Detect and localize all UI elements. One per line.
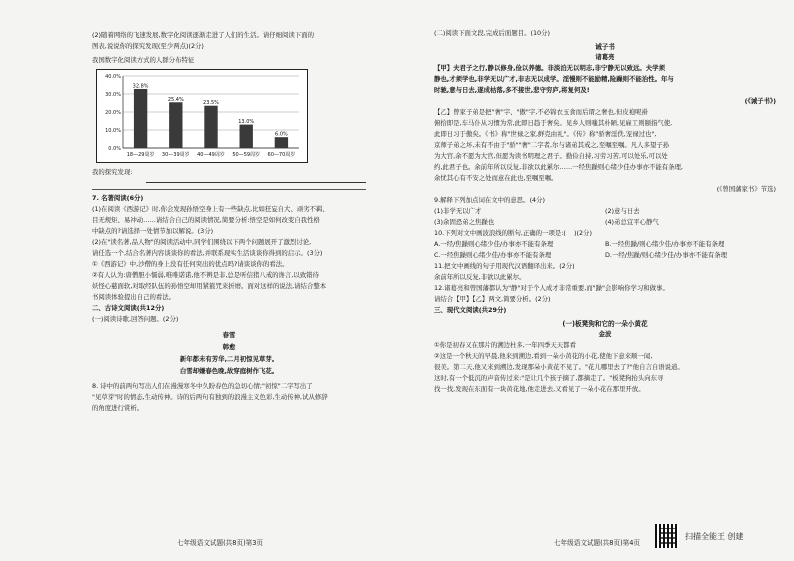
q12-line: 12.诸葛亮和曾国藩都认为"静"对于个人成才非常重要,而"躁"会影响你学习和做事。 [434,284,669,292]
section2-sub: (一)阅读诗歌,回答问题。(2分) [92,315,179,323]
q7-2-line: ②有人认为:唐僧胆小懦弱,唯唯诺诺,他不辨是非,总是听信猪八戒的谗言,以致错待 [92,271,319,279]
yi-source: (《曾国藩家书》节选) [716,185,776,193]
poem-line: 新年都未有芳华,二月初惊见草芽。 [179,355,279,363]
q10-title: 10.下列对文中画波浪线的断句,正确的一项是:( )(2分) [434,229,592,237]
bar [204,106,217,148]
q10-option-c: C.一经焦躁则心绪少佳/办事亦不能有条理 [434,251,552,259]
yi-line: 余忧其心有不安之处而意在此也,至嘱至嘱。 [434,174,558,182]
q7-2-line: 书阅读体验提出自己的看法。 [92,293,176,301]
bar [134,89,147,148]
right-page [400,0,794,561]
q9-title: 9.解释下列加点词在文中的意思。(4分) [434,196,546,204]
y-tick-label: 30.0% [105,92,121,98]
jia-line: 【甲】夫君子之行,静以修身,俭以养德。非淡泊无以明志,非宁静无以致远。夫学须 [434,64,665,72]
jia-line: 静也,才须学也,非学无以广才,非志无以成学。淫慢则不能励精,险躁则不能治性。年与 [434,75,674,83]
q10-options [434,239,776,261]
q9-item: (3)余固恐弟之焦躁也 [434,218,495,226]
x-tick-label: 18—29周岁 [126,152,155,158]
q10-option-a: A.一经/焦躁则心绪少佳/办事亦不能有条理 [434,240,554,248]
poem-author: 韩愈 [222,343,236,351]
q9-item: (1)非学无以广才 [434,207,482,215]
right-footer: 七年级语文试题(共8页)第4页 [553,539,641,547]
yi-line: 京师子弟之坏,未有不由于"骄""奢"二字者,尔与诸弟其戒之,至嘱至嘱。凡人多望子孙 [434,141,670,149]
left-footer: 七年级语文试题(共8页)第3页 [176,539,264,547]
q7-1-line: 中缺点的?请选择一处情节加以解说。(3分) [92,227,214,235]
q10-option-d: D.一经/焦躁/则心绪少佳/办事亦不能有条理 [605,251,728,259]
data-label: 13.0% [238,119,255,126]
jia-passage [434,63,776,107]
discovery-label: 我的探究发现: [92,168,133,176]
q8-line: "见草芽"时的情态,生动传神。诗的后两句有独到的浪漫主义色彩,生动传神,试从修辞 [92,393,328,401]
x-tick-label: 30—39周岁 [161,152,190,158]
q7-1-line: (1)在阅读《西游记》时,你会发现孙悟空身上有一些缺点,比如狂妄自大、顽劣不羁、 [92,205,329,213]
q8-line: 8. 诗中的前两句写出人们在漫漫寒冬中久盼春色的急切心情;"初惊"二字写出了 [92,382,313,390]
yi-passage [434,107,776,195]
y-tick-label: 40.0% [105,74,121,80]
discovery-answer-line [146,172,366,183]
yi-line: 此即日习于傲矣。《书》称"世禄之家,鲜克由礼"。《传》称"骄奢淫佚,宠禄过也", [434,130,657,138]
x-tick-label: 60—70周岁 [267,152,296,158]
qr-code-icon [655,524,679,548]
text-author: 诸葛亮 [595,53,615,61]
x-tick-label: 50—59周岁 [232,152,261,158]
q7-2-line: 妖怪心慈面软,对取经队伍的孙悟空却用紧箍咒来折磨。面对这样的说法,请结合整本 [92,282,327,290]
y-tick-label: 20.0% [105,110,121,116]
scanner-watermark: 扫描全能王 创建 [685,532,744,541]
text-title: 诫子书 [595,43,615,51]
data-label: 23.5% [203,100,219,107]
data-label: 32.8% [132,83,149,90]
poem-title: 春雪 [222,331,236,339]
q7-1 [92,204,366,237]
para2-line: 找一找,发现在东面有一块黄花地,他走进去,又看见了一朵小花在那里开放。 [434,385,645,393]
q7-2 [92,237,366,303]
q7-1-line: 目无规矩、易冲动……请结合自己的阅读情况,简要分析:悟空是如何改变自我性格 [92,216,320,224]
article-author: 金波 [598,330,612,338]
q6-line1: (2)随着网络的飞速发展,数字化阅读逐渐走进了人们的生活。请仔细阅读下面的 [92,31,314,39]
section-intro: (二)阅读下面文段,完成后面题目。(10分) [434,29,550,37]
bar [240,125,253,148]
para2-line: 这时,有一个低沉的声音传过来:"是让几个孩子摘了,都摘走了。"板凳狗抬头向东寻 [434,374,664,382]
q12-line: 请结合【甲】【乙】两文,简要分析。(2分) [434,295,551,303]
divider [92,189,366,190]
yi-line: 为大官,余不愿为大官,但愿为读书明理之君子。勤俭自持,习劳习苦,可以处乐,可以处 [434,152,668,160]
section3-title: 三、现代文阅读(共29分) [434,306,507,314]
jia-source: (《诫子书》) [744,97,776,105]
para2-line: ②这是一个秋天的早晨,他来到溯边,看到一朵小黄花的小花,使他下意来顺一闻, [434,352,653,360]
q7-title: 7. 名著阅读(6分) [92,194,144,202]
bar [275,137,288,148]
yi-line: 俯拾即是,车马仆从习惯为常,此即日趋于奢矣。见乡人则嗤其朴陋,见雇工则颐指气使, [434,119,673,127]
q11-line: 11.把文中画线的句子用现代汉语翻译出来。(2分) [434,262,575,270]
q9-item: (4)弟总宜平心静气 [605,218,659,226]
article-title: (一)板凳狗和它的一朵小黄花 [562,320,648,328]
yi-line: 【乙】曾家子弟是把"奢"字、"傲"字,不必锦衣玉食而后谓之奢也,但皮袍呢褂 [434,108,648,116]
q9-items [434,206,776,228]
bar-chart [96,69,308,163]
bar-chart-svg [97,70,307,162]
data-label: 6.0% [275,131,288,138]
q6-line2: 图表,说说你的探究发现(至少两点)(2分) [92,42,204,50]
poem-line: 白雪却嫌春色晚,故穿庭树作飞花。 [179,367,279,375]
y-tick-label: 10.0% [105,128,121,134]
y-tick-label: 0.0% [108,146,121,152]
q7-2-line: ①《西游记》中,沙僧的身上没有任何突出的优点吗?请谈谈你的看法。 [92,260,289,268]
chart-caption: 我国数字化阅读方式的人群分布特征 [92,56,195,64]
q8-line: 的角度进行赏析。 [92,404,144,412]
yi-line: 约,此君子也。余前年所以反复,非欲以此累尔……一经焦躁则心绪少佳办事亦不能有条理, [434,163,683,171]
x-tick-label: 40—49周岁 [197,152,225,158]
q7-2-line: (2)在"读名著,品人物"的阅读活动中,同学们围绕以下两个问题展开了激烈讨论, [92,238,312,246]
q11-line: 余前年所以反复,非欲以此累尔。 [434,273,526,281]
section2-title: 二、古诗文阅读(共12分) [92,304,165,312]
q9-item: (2)意与日去 [605,207,640,215]
para1: ①你是初春又在那片的溯边杜多,一年四季天天都看 [434,341,576,349]
q7-2-line: 请任选一个,结合名著内容谈谈你的看法,并联系现实生活谈谈你得到的启示。(3分) [92,249,323,257]
jia-line: 时驰,意与日去,遂成枯落,多不接世,悲守穷庐,将复何及! [434,86,590,94]
para2-line: 很美。第二天,他又来到溯边,发现那朵小黄花不见了。"花儿哪里去了?"他自言自语说道。 [434,363,684,371]
data-label: 25.4% [167,96,184,103]
bar [169,102,182,148]
q10-option-b: B.一经焦躁/则心绪少佳/办事亦不能有条理 [605,240,725,248]
